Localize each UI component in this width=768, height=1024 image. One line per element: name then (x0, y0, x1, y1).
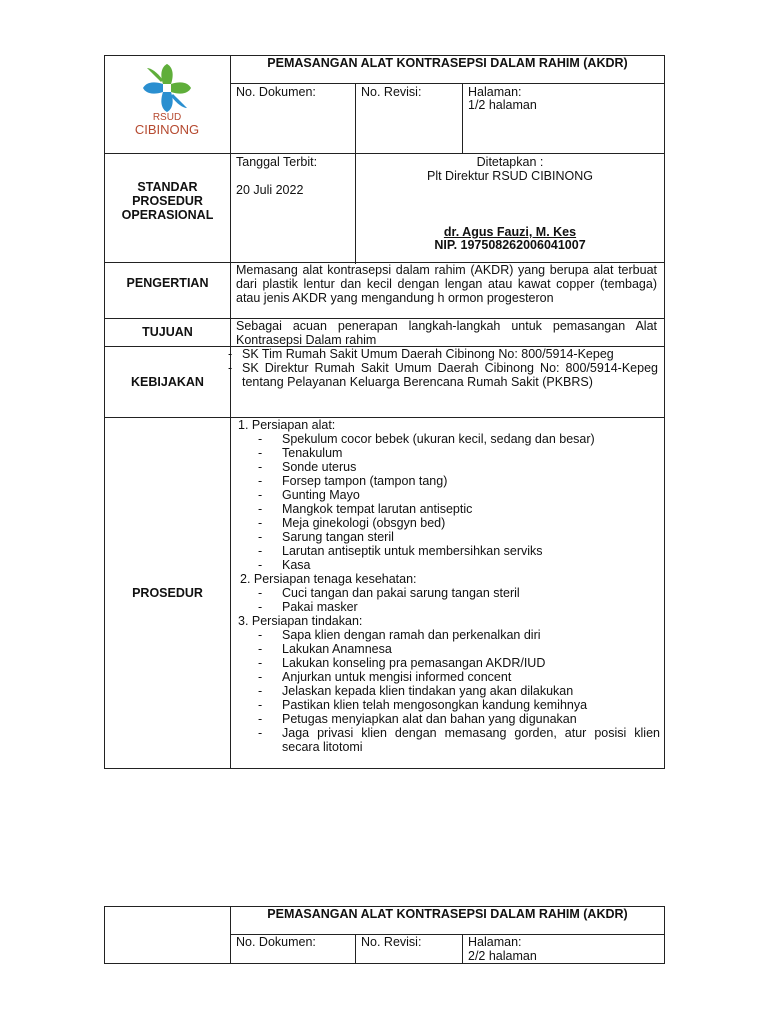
list-item-text: Kasa (282, 558, 311, 572)
signer-name: dr. Agus Fauzi, M. Kes (443, 225, 577, 239)
hospital-logo (110, 60, 224, 148)
list-item-text: Cuci tangan dan pakai sarung tangan steril (282, 586, 520, 600)
no-dokumen-label-page2: No. Dokumen: (236, 935, 316, 949)
list-item-text: Anjurkan untuk mengisi informed concent (282, 670, 512, 684)
dash-marker: - (228, 347, 233, 361)
list-item: - Sarung tangan steril (258, 530, 394, 544)
list-item: - Sonde uterus (258, 460, 357, 474)
prosedur-group-heading: 1. Persiapan alat: (238, 418, 336, 432)
list-item: - Petugas menyiapkan alat dan bahan yang digunakan (258, 712, 577, 726)
pengertian-text: Memasang alat kontrasepsi dalam rahim (AKDR) yang berupa alat terbuat dari plastik lentur dan kecil dengan lengan atau kawat copper (tembaga) atau jenis AKDR yang mengandung h ormon progesteron (236, 263, 657, 305)
halaman-label-page2: Halaman: (468, 935, 522, 949)
tanggal-terbit-label: Tanggal Terbit: (236, 155, 318, 169)
list-item: - Cuci tangan dan pakai sarung tangan steril (258, 586, 520, 600)
list-item: - Pakai masker (258, 600, 358, 614)
ditetapkan-by: Plt Direktur RSUD CIBINONG (427, 169, 593, 183)
list-item: - Gunting Mayo (258, 488, 360, 502)
kebijakan-item-text: SK Tim Rumah Sakit Umum Daerah Cibinong No: 800/5914-Kepeg (242, 347, 614, 361)
list-item: - Lakukan konseling pra pemasangan AKDR/IUD (258, 656, 546, 670)
dash-marker: - (228, 361, 233, 375)
pengertian-label: PENGERTIAN (126, 276, 209, 290)
prosedur-label: PROSEDUR (132, 586, 203, 600)
kebijakan-item (228, 347, 658, 361)
list-item-text: Spekulum cocor bebek (ukuran kecil, sedang dan besar) (282, 432, 595, 446)
logo-text-rsud: RSUD (152, 112, 182, 123)
list-item: - Spekulum cocor bebek (ukuran kecil, sedang dan besar) (258, 432, 595, 446)
list-item: - Sapa klien dengan ramah dan perkenalkan diri (258, 628, 541, 642)
list-item-text: Petugas menyiapkan alat dan bahan yang digunakan (282, 712, 577, 726)
halaman-value-page2: 2/2 halaman (468, 949, 537, 963)
list-item: - Tenakulum (258, 446, 343, 460)
kebijakan-item-text: SK Direktur Rumah Sakit Umum Daerah Cibinong No: 800/5914-Kepeg tentang Pelayanan Keluarga Berencana Rumah Sakit (PKBRS) (242, 361, 658, 389)
tujuan-label: TUJUAN (142, 325, 193, 339)
document-title-page2: PEMASANGAN ALAT KONTRASEPSI DALAM RAHIM (AKDR) (267, 907, 628, 921)
sop-label: STANDAR PROSEDUR OPERASIONAL (121, 180, 214, 222)
prosedur-group-heading: 2. Persiapan tenaga kesehatan: (240, 572, 417, 586)
list-item-text: Gunting Mayo (282, 488, 360, 502)
list-item-text: Jaga privasi klien dengan memasang gorden, atur posisi klien secara litotomi (282, 726, 660, 754)
list-item-text: Pakai masker (282, 600, 358, 614)
no-revisi-label-page2: No. Revisi: (361, 935, 422, 949)
list-item-text: Mangkok tempat larutan antiseptic (282, 502, 473, 516)
list-item: - Larutan antiseptik untuk membersihkan serviks (258, 544, 543, 558)
list-item-text: Sonde uterus (282, 460, 357, 474)
list-item: - Anjurkan untuk mengisi informed concent (258, 670, 512, 684)
document-title: PEMASANGAN ALAT KONTRASEPSI DALAM RAHIM (AKDR) (267, 56, 628, 70)
no-revisi-label: No. Revisi: (361, 85, 422, 99)
list-item-text: Jelaskan kepada klien tindakan yang akan dilakukan (282, 684, 574, 698)
list-item-text: Lakukan Anamnesa (282, 642, 392, 656)
list-item-text: Pastikan klien telah mengosongkan kandung kemihnya (282, 698, 588, 712)
prosedur-list (236, 418, 660, 754)
halaman-label: Halaman: (468, 85, 522, 99)
list-item: - Meja ginekologi (obsgyn bed) (258, 516, 446, 530)
list-item-text: Meja ginekologi (obsgyn bed) (282, 516, 446, 530)
logo-text-cibinong: CIBINONG (134, 122, 200, 137)
tujuan-text: Sebagai acuan penerapan langkah-langkah untuk pemasangan Alat Kontrasepsi Dalam rahim (236, 319, 657, 347)
kebijakan-label: KEBIJAKAN (131, 375, 204, 389)
no-dokumen-label: No. Dokumen: (236, 85, 316, 99)
tanggal-terbit-value: 20 Juli 2022 (236, 183, 304, 197)
prosedur-group-heading: 3. Persiapan tindakan: (238, 614, 363, 628)
list-item: - Jelaskan kepada klien tindakan yang akan dilakukan (258, 684, 574, 698)
list-item: - Kasa (258, 558, 311, 572)
kebijakan-item (228, 361, 658, 389)
list-item: - Jaga privasi klien dengan memasang gorden, atur posisi klien secara litotomi (258, 726, 660, 754)
list-item-text: Forsep tampon (tampon tang) (282, 474, 448, 488)
list-item: - Mangkok tempat larutan antiseptic (258, 502, 473, 516)
list-item: - Lakukan Anamnesa (258, 642, 392, 656)
list-item-text: Sarung tangan steril (282, 530, 394, 544)
list-item-text: Lakukan konseling pra pemasangan AKDR/IUD (282, 656, 546, 670)
list-item-text: Sapa klien dengan ramah dan perkenalkan diri (282, 628, 541, 642)
kebijakan-list (228, 347, 658, 389)
list-item-text: Tenakulum (282, 446, 343, 460)
ditetapkan-label: Ditetapkan : (476, 155, 544, 169)
list-item: - Pastikan klien telah mengosongkan kandung kemihnya (258, 698, 588, 712)
signer-nip: NIP. 197508262006041007 (434, 238, 586, 252)
list-item-text: Larutan antiseptik untuk membersihkan serviks (282, 544, 543, 558)
list-item: - Forsep tampon (tampon tang) (258, 474, 448, 488)
halaman-value: 1/2 halaman (468, 98, 537, 112)
cross-leaf-icon (110, 62, 224, 114)
